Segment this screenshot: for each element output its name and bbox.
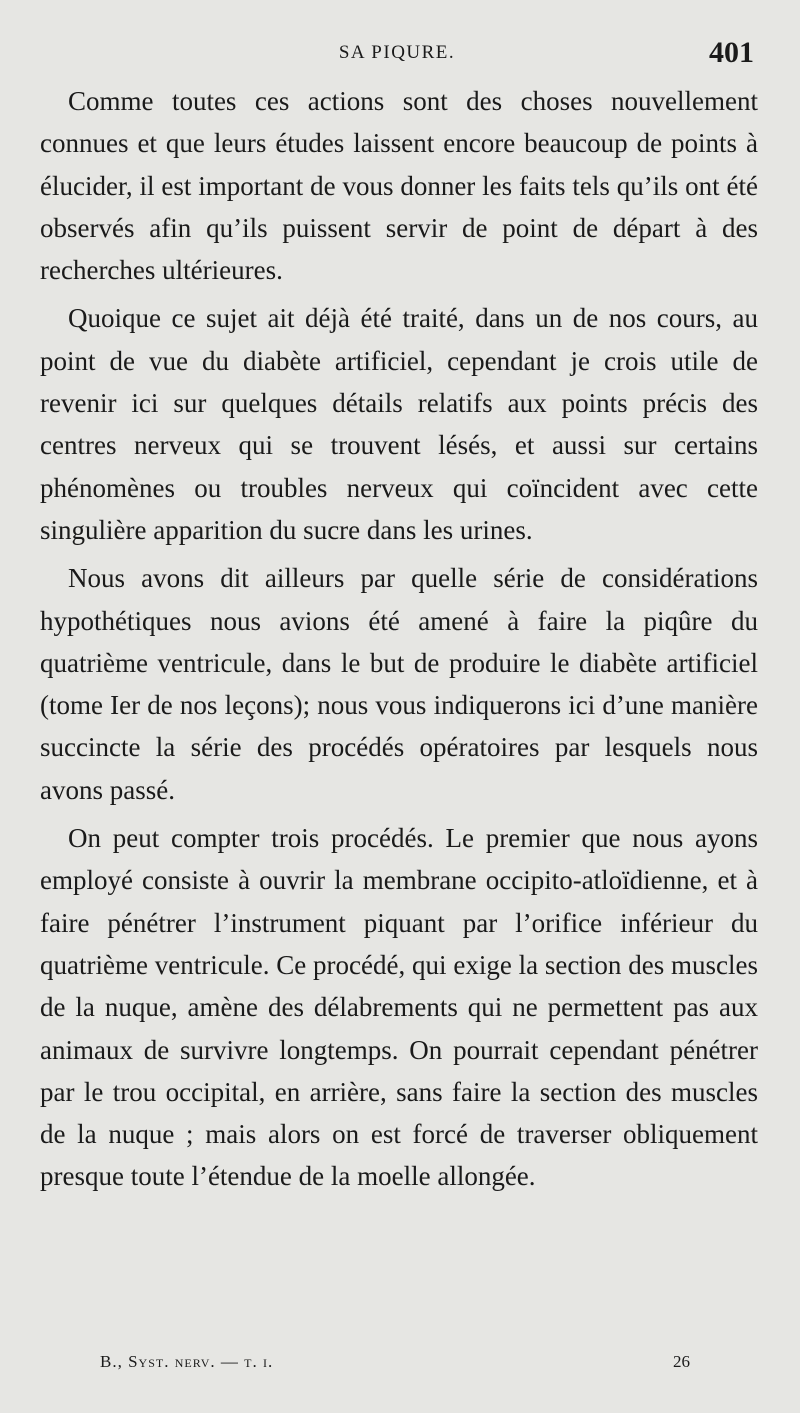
paragraph: Nous avons dit ailleurs par quelle série de considérations hypothétiques nous avions été amené à faire la piqûre du quatrième ventricule, dans le but de produire le diabète artificiel (tome Ier de nos leçons); nous vous indiquerons ici d’une manière succincte la série des procédés opératoires par lesquels nous avons passé. (40, 563, 758, 805)
page-number: 401 (709, 36, 754, 69)
page-header (40, 36, 754, 76)
sheet-number: 26 (673, 1352, 690, 1371)
paragraph: On peut compter trois procédés. Le premier que nous ayons employé consiste à ouvrir la membrane occipito-atloïdienne, et à faire pénétrer l’instrument piquant par l’orifice inférieur du quatrième ventricule. Ce procédé, qui exige la section des muscles de la nuque, amène des délabrements qui ne permettent pas aux animaux de survivre longtemps. On pourrait cependant pénétrer par le trou occipital, en arrière, sans faire la section des muscles de la nuque ; mais alors on est forcé de traverser obliquement presque toute l’étendue de la moelle allongée. (40, 823, 758, 1192)
paragraph: Quoique ce sujet ait déjà été traité, dans un de nos cours, au point de vue du diabète artificiel, cependant je crois utile de revenir ici sur quelques détails relatifs aux points précis des centres nerveux qui se trouvent lésés, et aussi sur certains phénomènes ou troubles nerveux qui coïncident avec cette singulière apparition du sucre dans les urines. (40, 303, 758, 545)
page-footer (100, 1352, 690, 1376)
running-head: SA PIQURE. (338, 42, 456, 63)
printer-signature: B., Syst. nerv. — t. i. (100, 1352, 274, 1371)
body-text (40, 80, 758, 1204)
paragraph: Comme toutes ces actions sont des choses nouvellement connues et que leurs études laissent encore beaucoup de points à élucider, il est important de vous donner les faits tels qu’ils ont été observés afin qu’ils puissent servir de point de départ à des recherches ultérieures. (40, 86, 758, 286)
